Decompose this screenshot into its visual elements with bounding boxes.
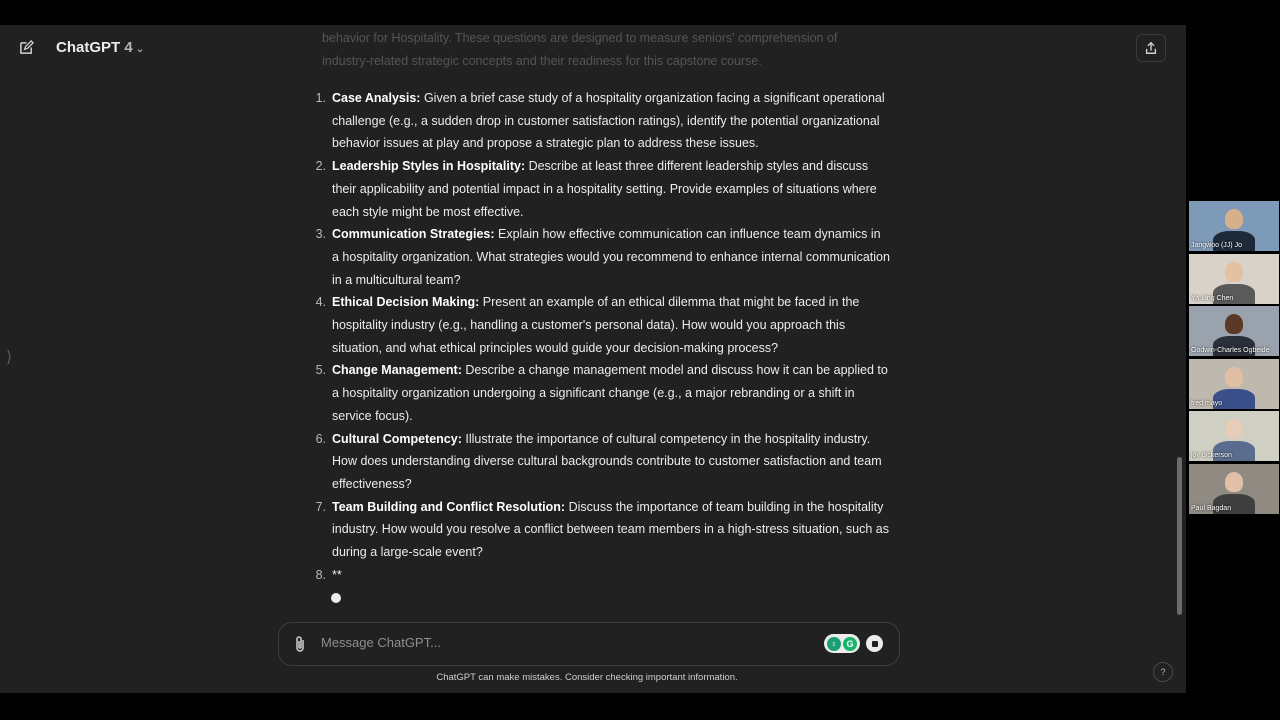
share-icon	[1144, 41, 1158, 55]
model-version: 4	[124, 39, 133, 56]
new-chat-button[interactable]	[12, 35, 40, 59]
participant-tile[interactable]	[1189, 306, 1279, 356]
list-item	[300, 155, 890, 223]
list-item-text	[326, 359, 890, 427]
question-title: Cultural Competency:	[332, 431, 462, 446]
grammarly-icon[interactable]: G	[843, 637, 857, 651]
participant-face	[1225, 419, 1243, 439]
question-title: Change Management:	[332, 363, 462, 378]
question-text: Given a brief case study of a hospitality organization facing a significant operational challenge (e.g., a sudden drop in customer satisfaction ratings), identify the potential organizational behavior issues at play and propose a strategic plan to address these issues.	[332, 91, 885, 151]
participant-name: Paul Bagdan	[1191, 504, 1232, 512]
question-text: Describe at least three different leadership styles and discuss their applicability and potential impact in a hospitality setting. Provide examples of situations where each style might be most effective.	[332, 159, 877, 219]
participant-tile[interactable]	[1189, 464, 1279, 514]
chevron-down-icon: ⌄	[135, 44, 145, 55]
typing-indicator	[331, 593, 341, 603]
participant-tile[interactable]	[1189, 201, 1279, 251]
participant-name: Godwin-Charles Ogbeide	[1191, 347, 1270, 354]
stop-icon	[872, 641, 878, 647]
participant-tile[interactable]	[1189, 359, 1279, 409]
list-item	[300, 359, 890, 427]
question-text: **	[332, 567, 342, 582]
list-number: 7.	[315, 499, 326, 514]
list-number: 8.	[315, 567, 326, 582]
list-item-text	[326, 496, 890, 564]
video-participants-panel	[1189, 201, 1279, 516]
sidebar-toggle-icon[interactable]: ⟩	[6, 349, 13, 366]
list-item	[300, 496, 890, 564]
participant-name: Jangwoo (JJ) Jo	[1191, 242, 1242, 249]
question-text: Describe a change management model and discuss how it can be applied to a hospitality organization undergoing a significant change (e.g., a major rebranding or a shift in service focus).	[332, 363, 888, 423]
question-title: Team Building and Conflict Resolution:	[332, 499, 566, 514]
participant-tile[interactable]	[1189, 411, 1279, 461]
participant-face	[1225, 472, 1243, 492]
list-item	[300, 564, 890, 587]
participant-face	[1225, 262, 1243, 282]
list-item-text	[326, 291, 890, 359]
participant-name: fred mayo	[1191, 399, 1223, 407]
chatgpt-window	[0, 25, 1186, 693]
participant-face	[1225, 314, 1243, 334]
participant-name: Ya-Ling Chen	[1191, 294, 1234, 302]
list-number: 3.	[315, 227, 326, 242]
list-item	[300, 291, 890, 359]
help-button[interactable]: ?	[1153, 662, 1173, 682]
list-item	[300, 223, 890, 291]
question-text: Illustrate the importance of cultural competency in the hospitality industry. How does understanding diverse cultural backgrounds contribute to customer satisfaction and team effectiveness?	[332, 431, 882, 491]
question-text: Explain how effective communication can influence team dynamics in a hospitality organization. What strategies would you recommend to enhance internal communication in a multicultural team?	[332, 227, 890, 287]
question-text: Present an example of an ethical dilemma that might be faced in the hospitality industry (e.g., handling a customer's personal data). How would you approach this situation, and what ethical principles would guide your decision-making process?	[332, 295, 860, 355]
question-title: Case Analysis:	[332, 91, 421, 105]
list-item-text	[326, 223, 890, 291]
list-item	[300, 87, 890, 155]
model-selector[interactable]	[56, 39, 144, 56]
edit-icon	[19, 40, 34, 55]
question-text: Discuss the importance of team building in the hospitality industry. How would you resolve a conflict between team members in a high-stress situation, such as during a large-scale event?	[332, 499, 889, 560]
list-item-text	[326, 87, 890, 155]
participant-name: joy dickerson	[1191, 452, 1232, 459]
question-title: Ethical Decision Making:	[332, 295, 480, 310]
message-composer	[278, 622, 900, 666]
question-title: Leadership Styles in Hospitality:	[332, 159, 526, 174]
list-item-text	[326, 564, 890, 587]
list-item	[300, 428, 890, 496]
list-number: 6.	[315, 431, 326, 446]
list-number: 2.	[315, 159, 326, 174]
question-title: Communication Strategies:	[332, 227, 495, 242]
list-number: 4.	[315, 295, 326, 310]
participant-tile[interactable]	[1189, 254, 1279, 304]
model-name: ChatGPT	[56, 39, 121, 56]
stop-generating-button[interactable]	[866, 635, 883, 652]
scrollbar[interactable]	[1177, 457, 1182, 615]
list-number: 5.	[315, 363, 326, 378]
participant-face	[1225, 367, 1243, 387]
previous-response-text: behavior for Hospitality. These questions are designed to measure seniors' comprehension of industry-related strategic concepts and their readiness for this capstone course.	[322, 31, 838, 68]
extension-icon[interactable]: ♀	[827, 637, 841, 651]
message-input[interactable]: Message ChatGPT...	[321, 635, 441, 650]
extension-badges[interactable]	[824, 634, 860, 653]
disclaimer: ChatGPT can make mistakes. Consider checking important information.	[436, 672, 738, 683]
questions-list	[300, 87, 890, 586]
participant-face	[1225, 209, 1243, 229]
list-item-text	[326, 155, 890, 223]
paperclip-icon[interactable]	[293, 635, 307, 658]
share-button[interactable]	[1136, 34, 1166, 62]
list-item-text	[326, 428, 890, 496]
list-number: 1.	[315, 91, 326, 105]
